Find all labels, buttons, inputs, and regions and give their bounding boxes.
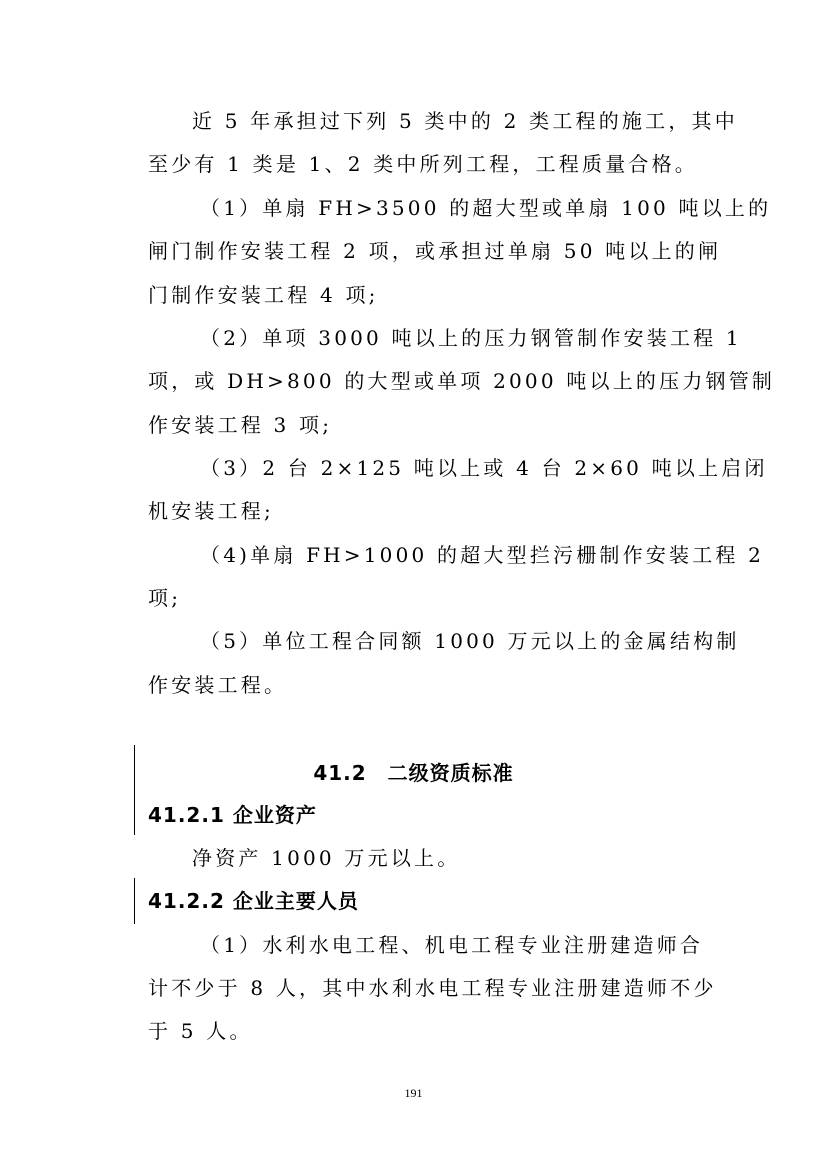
body-line: （4)单扇 FH>1000 的超大型拦污栅制作安装工程 2 bbox=[200, 543, 765, 567]
body-line: （1）水利水电工程、机电工程专业注册建造师合 bbox=[200, 933, 704, 957]
body-line: 计不少于 8 人，其中水利水电工程专业注册建造师不少 bbox=[148, 976, 717, 1000]
subsection-title-personnel: 41.2.2 企业主要人员 bbox=[148, 889, 359, 913]
body-line: （3）2 台 2×125 吨以上或 4 台 2×60 吨以上启闭 bbox=[200, 456, 768, 480]
section-title: 41.2 二级资质标准 bbox=[313, 761, 514, 785]
body-line: 作安装工程 3 项; bbox=[148, 413, 333, 437]
page-number: 191 bbox=[404, 1086, 423, 1100]
body-line: 项; bbox=[148, 586, 182, 610]
body-line: （1）单扇 FH>3500 的超大型或单扇 100 吨以上的 bbox=[200, 196, 772, 220]
body-line: 闸门制作安装工程 2 项，或承担过单扇 50 吨以上的闸 bbox=[148, 239, 722, 263]
body-line: 门制作安装工程 4 项; bbox=[148, 283, 379, 307]
body-line: 近 5 年承担过下列 5 类中的 2 类工程的施工，其中 bbox=[192, 109, 738, 133]
body-line: 于 5 人。 bbox=[148, 1019, 253, 1043]
body-line: （5）单位工程合同额 1000 万元以上的金属结构制 bbox=[200, 629, 740, 653]
body-line: 净资产 1000 万元以上。 bbox=[192, 846, 461, 870]
body-line: 机安装工程; bbox=[148, 499, 274, 523]
body-line: 作安装工程。 bbox=[148, 673, 288, 697]
body-line: （2）单项 3000 吨以上的压力钢管制作安装工程 1 bbox=[200, 326, 742, 350]
body-line: 至少有 1 类是 1、2 类中所列工程，工程质量合格。 bbox=[148, 152, 699, 176]
revision-bar bbox=[134, 878, 135, 924]
body-line: 项，或 DH>800 的大型或单项 2000 吨以上的压力钢管制 bbox=[148, 369, 776, 393]
subsection-title-assets: 41.2.1 企业资产 bbox=[148, 803, 317, 827]
